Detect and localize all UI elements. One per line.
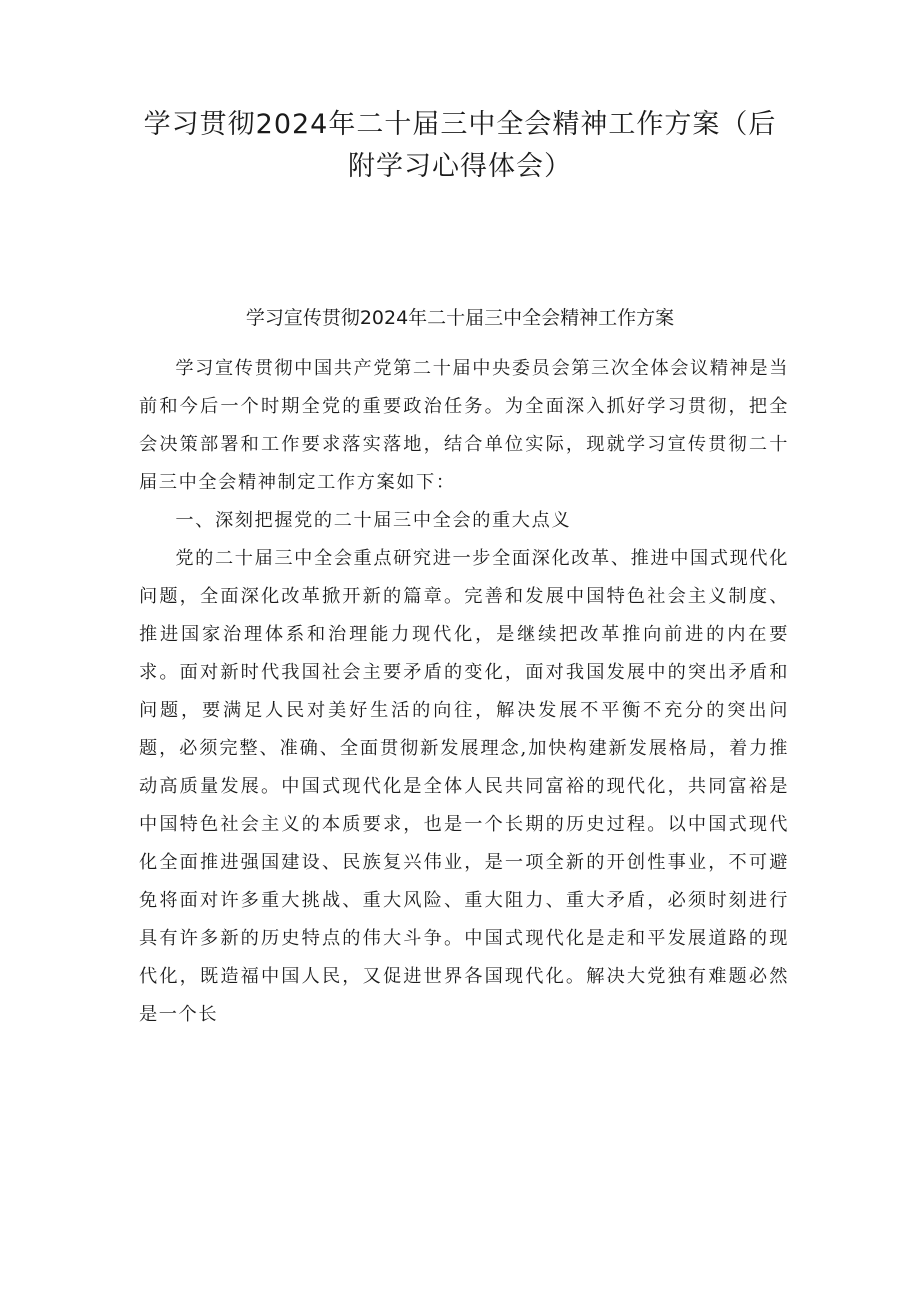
section-title: 学习宣传贯彻2024年二十届三中全会精神工作方案 bbox=[245, 307, 675, 329]
body-paragraph: 党的二十届三中全会重点研究进一步全面深化改革、推进中国式现代化问题，全面深化改革掀开新的篇章。完善和发展中国特色社会主义制度、推进国家治理体系和治理能力现代化，是继续把改革推向前进的内在要求。面对新时代我国社会主要矛盾的变化，面对我国发展中的突出矛盾和问题，要满足人民对美好生活的向往，解决发展不平衡不充分的突出问题，必须完整、准确、全面贯彻新发展理念,加快构建新发展格局，着力推动高质量发展。中国式现代化是全体人民共同富裕的现代化，共同富裕是中国特色社会主义的本质要求，也是一个长期的历史过程。以中国式现代化全面推进强国建设、民族复兴伟业，是一项全新的开创性事业，不可避免将面对许多重大挑战、重大风险、重大阻力、重大矛盾，必须时刻进行具有许多新的历史特点的伟大斗争。中国式现代化是走和平发展道路的现代化，既造福中国人民，又促进世界各国现代化。解决大党独有难题必然是一个长 bbox=[139, 548, 789, 1025]
document-body bbox=[139, 350, 789, 1034]
section-heading: 一、深刻把握党的二十届三中全会的重大点义 bbox=[175, 510, 572, 531]
document-title: 学习贯彻2024年二十届三中全会精神工作方案（后附学习心得体会） bbox=[143, 109, 777, 182]
intro-paragraph: 学习宣传贯彻中国共产党第二十届中央委员会第三次全体会议精神是当前和今后一个时期全党的重要政治任务。为全面深入抓好学习贯彻，把全会决策部署和工作要求落实落地，结合单位实际，现就学习宣传贯彻二十届三中全会精神制定工作方案如下： bbox=[139, 358, 789, 493]
